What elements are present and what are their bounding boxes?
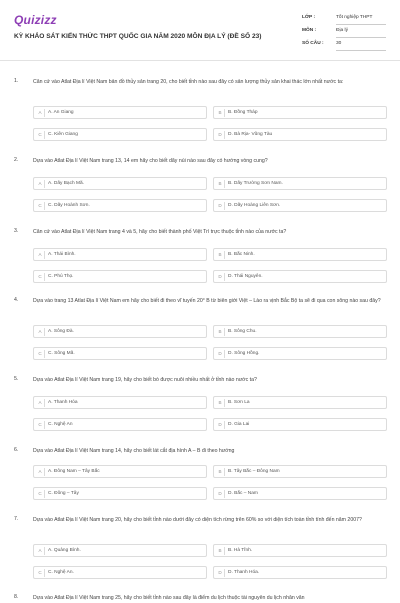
question-number: 4.	[14, 297, 19, 303]
question-text: Dựa vào Atlat Địa lí Việt Nam trang 14, hãy cho biết lát cắt địa hình A – B đi theo hướng	[33, 448, 235, 454]
meta-value: Tốt nghiệp THPT	[336, 15, 373, 20]
question-number: 8.	[14, 594, 19, 600]
option-letter: B	[216, 547, 225, 555]
option-a[interactable]	[33, 325, 207, 338]
meta-value: 30	[336, 41, 342, 46]
option-a[interactable]	[33, 396, 207, 409]
option-text: B. Đồng Tháp	[228, 110, 258, 115]
option-text: B. Tây Bắc – Đông Nam	[228, 469, 280, 474]
meta-label: SỐ CÂU :	[302, 41, 324, 46]
option-letter: B	[216, 180, 225, 188]
option-letter: D	[216, 569, 225, 577]
meta-row-count	[302, 39, 386, 52]
worksheet-title: KỲ KHẢO SÁT KIẾN THỨC THPT QUỐC GIA NĂM 2020 MÔN ĐỊA LÝ (ĐỀ SỐ 23)	[14, 33, 262, 40]
option-b[interactable]	[213, 544, 387, 557]
quizizz-logo: Quizizz	[14, 13, 57, 27]
option-letter: C	[36, 569, 45, 577]
option-letter: D	[216, 350, 225, 358]
option-c[interactable]	[33, 199, 207, 212]
option-a[interactable]	[33, 465, 207, 478]
option-d[interactable]	[213, 270, 387, 283]
option-letter: B	[216, 399, 225, 407]
meta-value: Địa lý	[336, 28, 348, 33]
option-letter: B	[216, 468, 225, 476]
option-text: A. Thanh Hóa	[48, 400, 78, 405]
option-letter: D	[216, 490, 225, 498]
meta-underline	[336, 50, 386, 51]
option-text: D. Sông Hồng.	[228, 351, 260, 356]
option-letter: C	[36, 490, 45, 498]
option-text: B. Sơn La	[228, 400, 250, 405]
option-letter: A	[36, 468, 45, 476]
option-text: A. Quảng Bình.	[48, 548, 81, 553]
option-letter: C	[36, 131, 45, 139]
question-text: Dựa vào Atlat Địa lí Việt Nam trang 25, hãy cho biết tỉnh nào sau đây là điểm du lịch thuộc tài nguyên du lịch nhân văn	[33, 595, 305, 601]
option-letter: C	[36, 202, 45, 210]
option-letter: A	[36, 399, 45, 407]
option-text: C. Sông Mã.	[48, 351, 75, 356]
option-letter: C	[36, 350, 45, 358]
question-text: Dựa vào Atlat Địa lí Việt Nam trang 20, hãy cho biết tỉnh nào dưới đây có diện tích rừng trên 60% so với diện tích toàn tỉnh tính đến năm 2007?	[33, 517, 362, 523]
option-text: B. Hà Tĩnh.	[228, 548, 253, 553]
option-text: D. Thái Nguyên.	[228, 274, 263, 279]
option-text: A. Dãy Bạch Mã.	[48, 181, 84, 186]
option-d[interactable]	[213, 487, 387, 500]
question-text: Dựa vào Atlat Địa lí Việt Nam trang 19, hãy cho biết bò được nuôi nhiều nhất ở tỉnh nào nước ta?	[33, 377, 257, 383]
option-a[interactable]	[33, 177, 207, 190]
option-c[interactable]	[33, 347, 207, 360]
option-letter: B	[216, 328, 225, 336]
option-text: C. Đông – Tây	[48, 491, 79, 496]
option-letter: A	[36, 547, 45, 555]
option-letter: D	[216, 131, 225, 139]
option-letter: A	[36, 109, 45, 117]
option-letter: B	[216, 251, 225, 259]
option-text: D. Bắc – Nam	[228, 491, 258, 496]
question-number: 7.	[14, 516, 19, 522]
question-text: Căn cứ vào Atlat Địa lí Việt Nam bản đồ thủy sản trang 20, cho biết tỉnh nào sau đây có sản lượng thủy sản khai thác lớn nhất nước ta:	[33, 79, 344, 85]
question-number: 6.	[14, 447, 19, 453]
meta-row-subject	[302, 26, 386, 39]
option-text: C. Kiên Giang	[48, 132, 78, 137]
option-d[interactable]	[213, 418, 387, 431]
option-letter: B	[216, 109, 225, 117]
meta-underline	[336, 37, 386, 38]
option-text: D. Bà Rịa- Vũng Tàu	[228, 132, 273, 137]
worksheet-meta	[302, 13, 386, 52]
option-text: C. Nghệ An.	[48, 570, 74, 575]
option-letter: C	[36, 421, 45, 429]
option-d[interactable]	[213, 199, 387, 212]
option-b[interactable]	[213, 396, 387, 409]
option-letter: A	[36, 180, 45, 188]
question-number: 5.	[14, 376, 19, 382]
option-c[interactable]	[33, 487, 207, 500]
option-d[interactable]	[213, 347, 387, 360]
option-c[interactable]	[33, 128, 207, 141]
option-letter: D	[216, 273, 225, 281]
option-a[interactable]	[33, 106, 207, 119]
header-divider	[0, 60, 400, 61]
meta-label: MÔN :	[302, 28, 317, 33]
option-text: B. Sông Chu.	[228, 329, 257, 334]
option-c[interactable]	[33, 270, 207, 283]
option-text: D. Dãy Hoàng Liên Sơn.	[228, 203, 281, 208]
option-d[interactable]	[213, 128, 387, 141]
option-letter: C	[36, 273, 45, 281]
option-b[interactable]	[213, 106, 387, 119]
option-text: A. Sông Đà.	[48, 329, 74, 334]
option-c[interactable]	[33, 418, 207, 431]
option-text: B. Bắc Ninh.	[228, 252, 255, 257]
option-b[interactable]	[213, 465, 387, 478]
option-text: A. An Giang	[48, 110, 74, 115]
meta-label: LỚP :	[302, 15, 316, 20]
option-text: C. Dãy Hoành Sơn.	[48, 203, 90, 208]
option-text: D. Thanh Hóa.	[228, 570, 260, 575]
meta-row-class	[302, 13, 386, 26]
option-b[interactable]	[213, 177, 387, 190]
option-text: A. Thái Bình.	[48, 252, 76, 257]
option-letter: A	[36, 251, 45, 259]
option-c[interactable]	[33, 566, 207, 579]
question-number: 2.	[14, 157, 19, 163]
option-a[interactable]	[33, 248, 207, 261]
option-text: B. Dãy Trường Sơn Nam.	[228, 181, 283, 186]
meta-underline	[336, 24, 386, 25]
option-b[interactable]	[213, 248, 387, 261]
question-text: Dựa vào trang 13 Atlat Địa lí Việt Nam em hãy cho biết đi theo vĩ tuyến 20° B từ biên giới Việt – Lào ra vịnh Bắc Bộ ta sẽ đi qua con sông nào sau đây?	[33, 298, 381, 304]
option-letter: A	[36, 328, 45, 336]
question-number: 3.	[14, 228, 19, 234]
option-d[interactable]	[213, 566, 387, 579]
question-text: Dựa vào Atlat Địa lí Việt Nam trang 13, 14 em hãy cho biết dãy núi nào sau đây có hướng vòng cung?	[33, 158, 268, 164]
option-a[interactable]	[33, 544, 207, 557]
option-b[interactable]	[213, 325, 387, 338]
question-text: Căn cứ vào Atlat Địa lí Việt Nam trang 4 và 5, hãy cho biết thành phố Việt Trì trực thuộc tỉnh nào của nước ta?	[33, 229, 287, 235]
option-text: A. Đông Nam – Tây Bắc	[48, 469, 100, 474]
option-text: C. Phú Thọ.	[48, 274, 74, 279]
option-text: D. Gia Lai	[228, 422, 250, 427]
option-letter: D	[216, 202, 225, 210]
question-number: 1.	[14, 78, 19, 84]
option-letter: D	[216, 421, 225, 429]
option-text: C. Nghệ An	[48, 422, 73, 427]
